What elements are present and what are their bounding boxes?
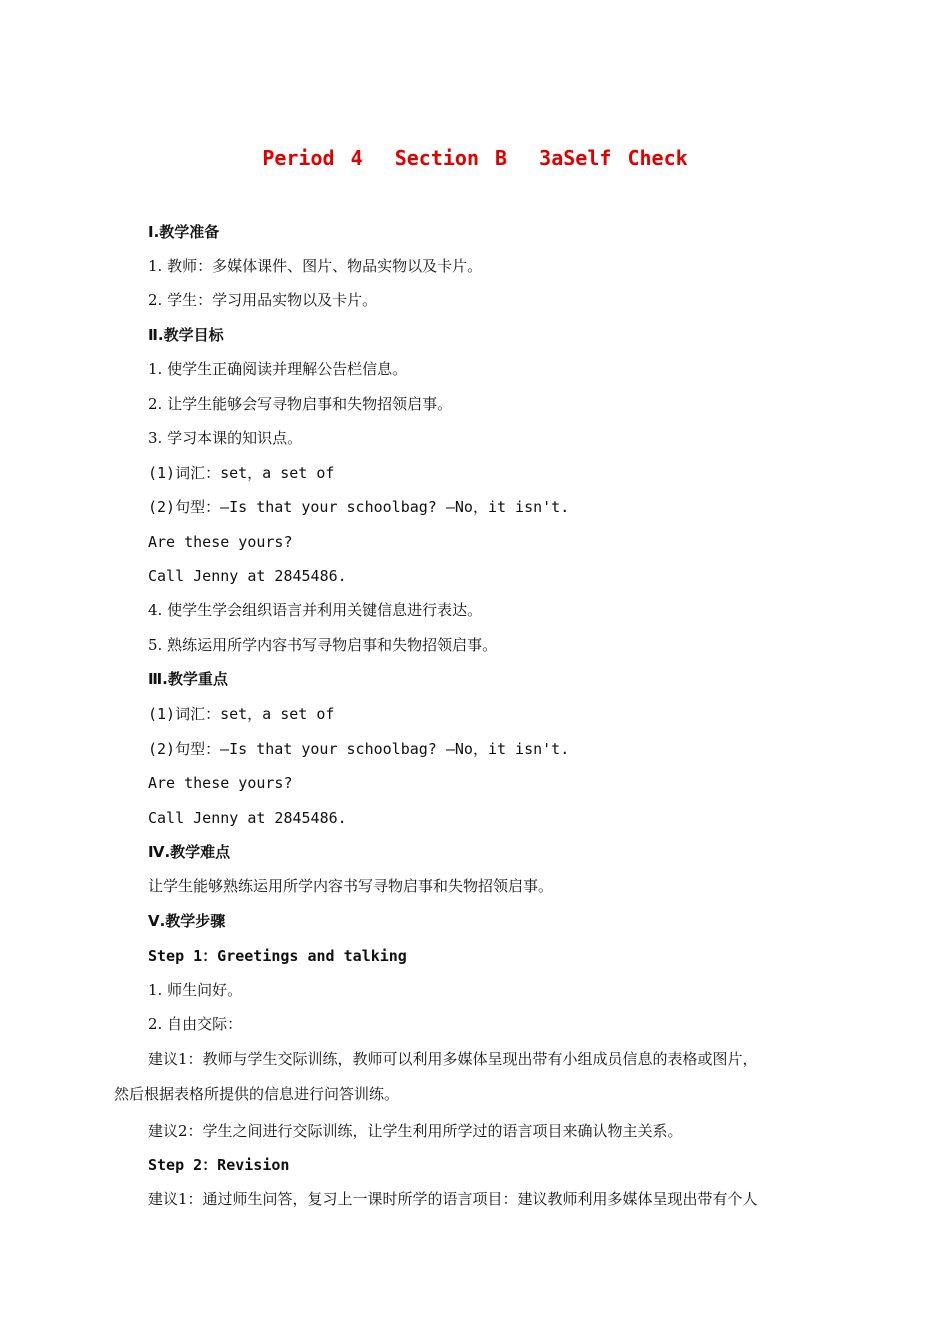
sentence-line: Call Jenny at 2845486. — [148, 567, 347, 585]
sentence-line: (2)句型：—Is that your schoolbag? —No，it isn't. — [148, 498, 570, 516]
step-heading: Step 2：Revision — [148, 1156, 290, 1174]
paragraph: 然后根据表格所提供的信息进行问答训练。 — [114, 1085, 400, 1103]
paragraph: 建议1：通过师生问答，复习上一课时所学的语言项目：建议教师利用多媒体呈现出带有个人 — [148, 1190, 758, 1208]
paragraph: 建议2：学生之间进行交际训练，让学生利用所学过的语言项目来确认物主关系。 — [148, 1122, 683, 1140]
section-heading-steps: Ⅴ.教学步骤 — [148, 912, 226, 930]
list-item: 1. 使学生正确阅读并理解公告栏信息。 — [148, 360, 408, 378]
list-item: 1. 教师：多媒体课件、图片、物品实物以及卡片。 — [148, 257, 483, 275]
sentence-line: Call Jenny at 2845486. — [148, 809, 347, 827]
section-heading-difficulties: Ⅳ.教学难点 — [148, 843, 231, 861]
sentence-line: (2)句型：—Is that your schoolbag? —No，it isn't. — [148, 740, 570, 758]
list-item: 2. 让学生能够会写寻物启事和失物招领启事。 — [148, 395, 453, 413]
list-item: 3. 学习本课的知识点。 — [148, 429, 303, 447]
list-item: 1. 师生问好。 — [148, 981, 243, 999]
list-item: 5. 熟练运用所学内容书写寻物启事和失物招领启事。 — [148, 636, 498, 654]
section-heading-objectives: Ⅱ.教学目标 — [148, 326, 224, 344]
step-heading: Step 1：Greetings and talking — [148, 947, 407, 965]
sentence-line: Are these yours? — [148, 774, 293, 792]
page-title: Period 4 Section B 3aSelf Check — [262, 146, 688, 170]
list-item: 2. 自由交际： — [148, 1015, 243, 1033]
sentence-line: Are these yours? — [148, 533, 293, 551]
vocab-line: (1)词汇：set，a set of — [148, 464, 335, 482]
section-heading-key-points: Ⅲ.教学重点 — [148, 670, 228, 688]
paragraph: 建议1：教师与学生交际训练，教师可以利用多媒体呈现出带有小组成员信息的表格或图片， — [148, 1050, 758, 1068]
list-item: 2. 学生：学习用品实物以及卡片。 — [148, 291, 378, 309]
section-heading-preparation: Ⅰ.教学准备 — [148, 223, 220, 241]
vocab-line: (1)词汇：set，a set of — [148, 705, 335, 723]
paragraph: 让学生能够熟练运用所学内容书写寻物启事和失物招领启事。 — [148, 877, 554, 895]
list-item: 4. 使学生学会组织语言并利用关键信息进行表达。 — [148, 601, 483, 619]
